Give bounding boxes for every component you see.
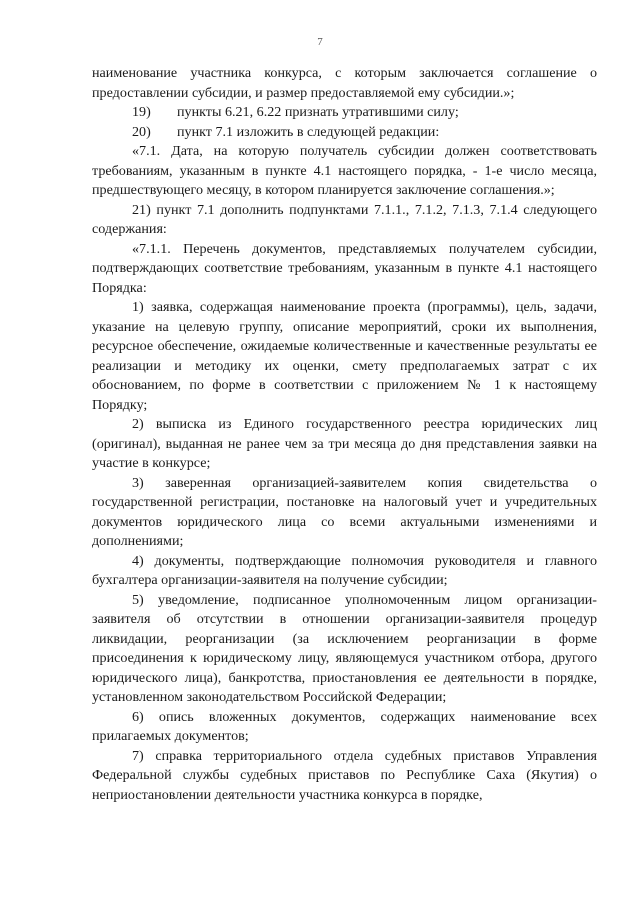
paragraph: 5) уведомление, подписанное уполномоченным лицом организации-заявителя об отсутствии в отношении организации-заявителя процедур ликвидации, реорганизации (за исключением реорганизации в форме присоединения к юридическому лицу, являющемуся участником отбора, другого юридического лица), банкротства, приостановления ее деятельности в порядке, установленном законодательством Российской Федерации; xyxy=(92,591,597,705)
paragraph: 1) заявка, содержащая наименование проекта (программы), цель, задачи, указание на целевую группу, описание мероприятий, сроки их выполнения, ресурсное обеспечение, ожидаемые количественные и качественные результаты ее реализации и методику их оценки, смету предполагаемых затрат с их обоснованием, по форме в соответствии с приложением № 1 к настоящему Порядку; xyxy=(92,299,597,413)
document-body xyxy=(92,64,597,805)
paragraph: 4) документы, подтверждающие полномочия руководителя и главного бухгалтера организации-заявителя на получение субсидии; xyxy=(92,552,597,588)
item-number: 19) xyxy=(132,104,151,120)
paragraph: 3) заверенная организацией-заявителем копия свидетельства о государственной регистрации, постановке на налоговый учет и учредительных документов юридического лица со всеми актуальными изменениями и дополнениями; xyxy=(92,474,597,549)
paragraph: 2) выписка из Единого государственного реестра юридических лиц (оригинал), выданная не ранее чем за три месяца до дня представления заявки на участие в конкурсе; xyxy=(92,416,597,471)
paragraph: 6) опись вложенных документов, содержащих наименование всех прилагаемых документов; xyxy=(92,708,597,744)
item-text: пункты 6.21, 6.22 признать утратившими силу; xyxy=(177,104,459,120)
paragraph: «7.1.1. Перечень документов, представляемых получателем субсидии, подтверждающих соответствие требованиям, указанным в пункте 4.1 настоящего Порядка: xyxy=(92,240,597,296)
item-number: 20) xyxy=(132,123,151,140)
paragraph: 7) справка территориального отдела судебных приставов Управления Федеральной службы судебных приставов по Республике Саха (Якутия) о неприостановлении деятельности участника конкурса в порядке, xyxy=(92,747,597,803)
paragraph: наименование участника конкурса, с которым заключается соглашение о предоставлении субсидии, и размер предоставляемой ему субсидии.»; xyxy=(92,65,597,101)
page-number: 7 xyxy=(317,36,323,48)
paragraph: «7.1. Дата, на которую получатель субсидии должен соответствовать требованиям, указанным в пункте 4.1 настоящего порядка, - 1-е число месяца, предшествующего месяцу, в котором планируется заключение соглашения.»; xyxy=(92,143,597,198)
item-text: пункт 7.1 изложить в следующей редакции: xyxy=(177,123,440,140)
paragraph xyxy=(92,123,597,143)
paragraph: 21) пункт 7.1 дополнить подпунктами 7.1.1., 7.1.2, 7.1.3, 7.1.4 следующего содержания: xyxy=(92,201,597,237)
paragraph xyxy=(92,103,597,123)
